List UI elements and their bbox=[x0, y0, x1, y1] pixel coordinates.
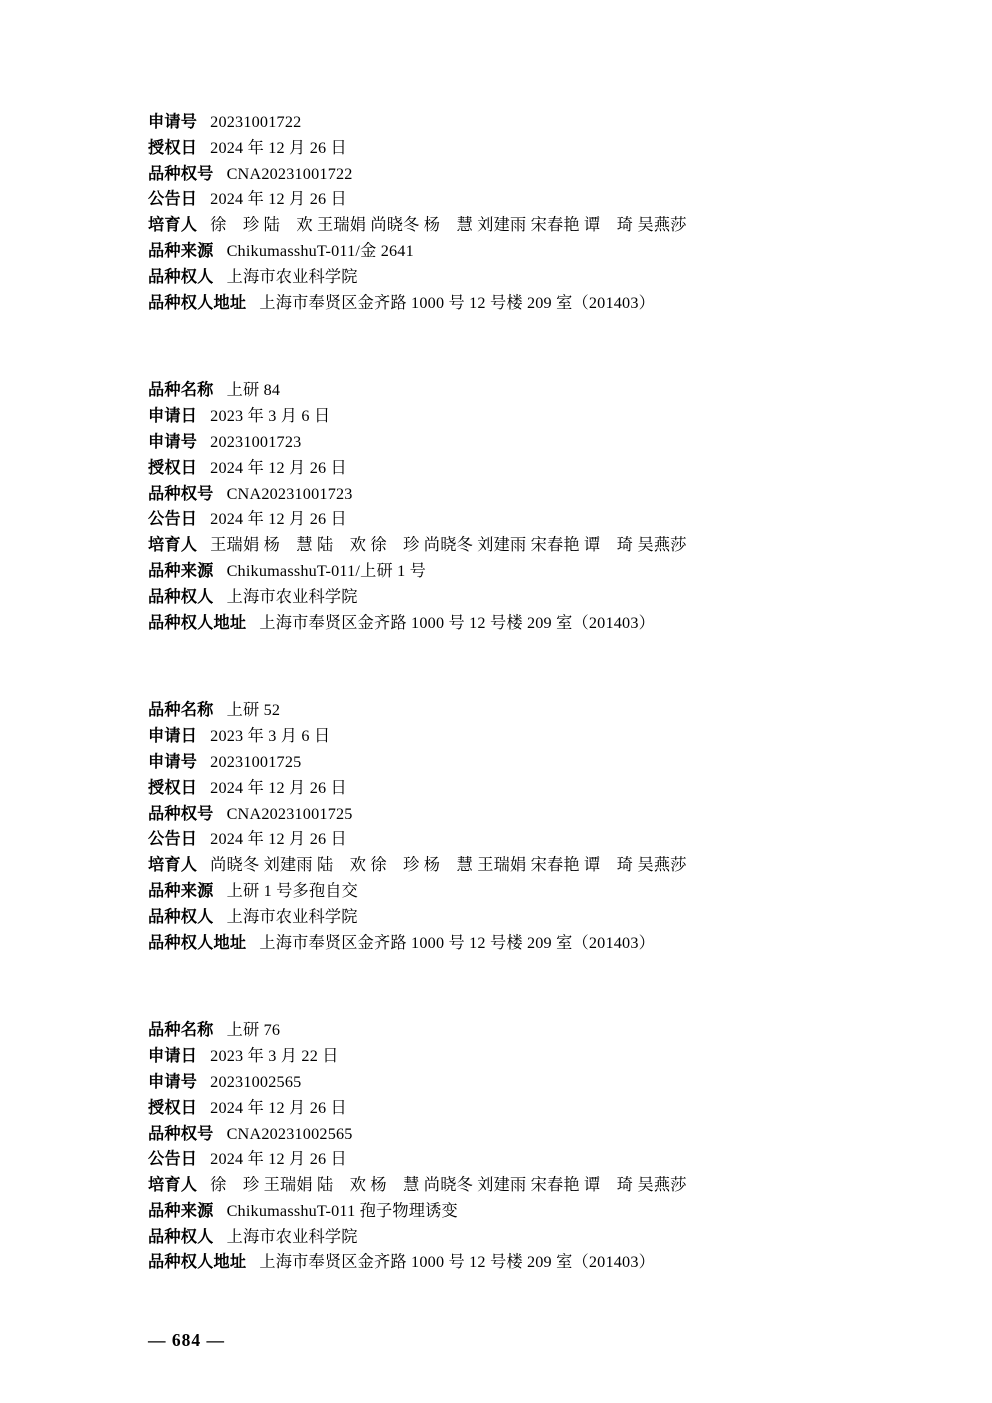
field-label: 品种权人 bbox=[148, 1227, 214, 1246]
field-value: 上海市奉贤区金齐路 1000 号 12 号楼 209 室（201403） bbox=[259, 1253, 656, 1272]
field-value: 上研 52 bbox=[226, 701, 281, 720]
field-label: 申请号 bbox=[148, 432, 198, 451]
record-field bbox=[148, 1044, 872, 1070]
field-label: 品种权号 bbox=[148, 164, 214, 183]
record-field bbox=[148, 931, 872, 957]
field-label: 品种名称 bbox=[148, 381, 214, 400]
field-value: 20231001722 bbox=[210, 113, 302, 131]
variety-record bbox=[148, 110, 872, 316]
record-field bbox=[148, 1096, 872, 1122]
record-field bbox=[148, 430, 872, 456]
field-label: 品种权人 bbox=[148, 587, 214, 606]
field-value: 2023 年 3 月 6 日 bbox=[210, 727, 331, 746]
record-field bbox=[148, 404, 872, 430]
field-label: 品种来源 bbox=[148, 241, 214, 260]
field-value: 20231001725 bbox=[210, 752, 302, 771]
record-field bbox=[148, 905, 872, 931]
field-value: CNA20231001725 bbox=[226, 804, 353, 823]
record-field bbox=[148, 585, 872, 611]
variety-record bbox=[148, 698, 872, 956]
record-field bbox=[148, 1070, 872, 1096]
record-field bbox=[148, 750, 872, 776]
record-field bbox=[148, 776, 872, 802]
field-label: 授权日 bbox=[148, 138, 198, 157]
record-field bbox=[148, 533, 872, 559]
field-value: 王瑞娟 杨 慧 陆 欢 徐 珍 尚晓冬 刘建雨 宋春艳 谭 琦 吴燕莎 bbox=[210, 536, 687, 555]
record-field bbox=[148, 1225, 872, 1251]
field-label: 品种权人 bbox=[148, 907, 214, 926]
field-label: 申请日 bbox=[148, 407, 198, 426]
record-field bbox=[148, 265, 872, 291]
field-value: 上海市农业科学院 bbox=[226, 587, 358, 606]
record-field bbox=[148, 611, 872, 637]
record-field bbox=[148, 507, 872, 533]
field-label: 培育人 bbox=[148, 856, 198, 875]
field-value: 上研 76 bbox=[226, 1021, 281, 1040]
field-value: 2023 年 3 月 6 日 bbox=[210, 407, 331, 426]
field-label: 申请号 bbox=[148, 1072, 198, 1091]
field-label: 品种权号 bbox=[148, 804, 214, 823]
record-field bbox=[148, 291, 872, 317]
field-value: ChikumasshuT-011/金 2641 bbox=[226, 241, 414, 260]
record-field bbox=[148, 1199, 872, 1225]
field-label: 品种来源 bbox=[148, 561, 214, 580]
field-value: 2024 年 12 月 26 日 bbox=[210, 510, 347, 529]
page-number: — 684 — bbox=[148, 1330, 225, 1350]
field-label: 品种权人 bbox=[148, 267, 214, 286]
field-value: 20231002565 bbox=[210, 1072, 302, 1091]
field-value: 2023 年 3 月 22 日 bbox=[210, 1047, 339, 1066]
field-label: 申请号 bbox=[148, 113, 198, 131]
field-value: 2024 年 12 月 26 日 bbox=[210, 190, 347, 209]
field-value: 2024 年 12 月 26 日 bbox=[210, 830, 347, 849]
field-label: 授权日 bbox=[148, 458, 198, 477]
record-field bbox=[148, 1173, 872, 1199]
field-value: 上海市农业科学院 bbox=[226, 267, 358, 286]
record-field bbox=[148, 110, 872, 136]
field-label: 公告日 bbox=[148, 510, 198, 529]
field-value: CNA20231001722 bbox=[226, 164, 353, 183]
field-value: 2024 年 12 月 26 日 bbox=[210, 1150, 347, 1169]
field-label: 培育人 bbox=[148, 536, 198, 555]
field-value: 上研 84 bbox=[226, 381, 281, 400]
field-value: 上海市奉贤区金齐路 1000 号 12 号楼 209 室（201403） bbox=[259, 613, 656, 632]
record-field bbox=[148, 162, 872, 188]
field-value: CNA20231001723 bbox=[226, 484, 353, 503]
record-field bbox=[148, 827, 872, 853]
record-field bbox=[148, 213, 872, 239]
field-value: 2024 年 12 月 26 日 bbox=[210, 138, 347, 157]
field-label: 品种名称 bbox=[148, 1021, 214, 1040]
field-label: 品种来源 bbox=[148, 1201, 214, 1220]
field-label: 公告日 bbox=[148, 190, 198, 209]
field-value: ChikumasshuT-011/上研 1 号 bbox=[226, 561, 427, 580]
field-value: 上海市奉贤区金齐路 1000 号 12 号楼 209 室（201403） bbox=[259, 293, 656, 312]
field-label: 品种权人地址 bbox=[148, 293, 247, 312]
variety-record bbox=[148, 378, 872, 636]
record-field bbox=[148, 482, 872, 508]
field-value: 上研 1 号多孢自交 bbox=[226, 881, 359, 900]
field-value: 上海市奉贤区金齐路 1000 号 12 号楼 209 室（201403） bbox=[259, 933, 656, 952]
record-field bbox=[148, 698, 872, 724]
variety-record bbox=[148, 1018, 872, 1276]
field-value: 2024 年 12 月 26 日 bbox=[210, 458, 347, 477]
record-field bbox=[148, 1018, 872, 1044]
record-field bbox=[148, 559, 872, 585]
record-field bbox=[148, 378, 872, 404]
field-label: 申请号 bbox=[148, 752, 198, 771]
record-field bbox=[148, 1250, 872, 1276]
field-label: 品种权号 bbox=[148, 484, 214, 503]
field-label: 品种权号 bbox=[148, 1124, 214, 1143]
field-label: 品种权人地址 bbox=[148, 613, 247, 632]
record-field bbox=[148, 187, 872, 213]
record-field bbox=[148, 239, 872, 265]
record-field bbox=[148, 724, 872, 750]
field-label: 申请日 bbox=[148, 727, 198, 746]
record-field bbox=[148, 879, 872, 905]
field-value: 上海市农业科学院 bbox=[226, 907, 358, 926]
field-label: 公告日 bbox=[148, 1150, 198, 1169]
field-value: 徐 珍 陆 欢 王瑞娟 尚晓冬 杨 慧 刘建雨 宋春艳 谭 琦 吴燕莎 bbox=[210, 216, 687, 235]
field-label: 培育人 bbox=[148, 216, 198, 235]
field-label: 授权日 bbox=[148, 1098, 198, 1117]
field-value: 徐 珍 王瑞娟 陆 欢 杨 慧 尚晓冬 刘建雨 宋春艳 谭 琦 吴燕莎 bbox=[210, 1176, 687, 1195]
field-label: 品种权人地址 bbox=[148, 1253, 247, 1272]
field-label: 品种权人地址 bbox=[148, 933, 247, 952]
record-field bbox=[148, 1147, 872, 1173]
field-label: 培育人 bbox=[148, 1176, 198, 1195]
field-label: 申请日 bbox=[148, 1047, 198, 1066]
field-value: 尚晓冬 刘建雨 陆 欢 徐 珍 杨 慧 王瑞娟 宋春艳 谭 琦 吴燕莎 bbox=[210, 856, 687, 875]
field-value: CNA20231002565 bbox=[226, 1124, 353, 1143]
field-value: 20231001723 bbox=[210, 432, 302, 451]
field-label: 品种名称 bbox=[148, 701, 214, 720]
record-field bbox=[148, 853, 872, 879]
field-label: 授权日 bbox=[148, 778, 198, 797]
field-label: 公告日 bbox=[148, 830, 198, 849]
record-field bbox=[148, 1122, 872, 1148]
field-value: 2024 年 12 月 26 日 bbox=[210, 1098, 347, 1117]
record-field bbox=[148, 456, 872, 482]
record-field bbox=[148, 802, 872, 828]
field-value: 上海市农业科学院 bbox=[226, 1227, 358, 1246]
record-field bbox=[148, 136, 872, 162]
field-value: ChikumasshuT-011 孢子物理诱变 bbox=[226, 1201, 458, 1220]
field-label: 品种来源 bbox=[148, 881, 214, 900]
field-value: 2024 年 12 月 26 日 bbox=[210, 778, 347, 797]
